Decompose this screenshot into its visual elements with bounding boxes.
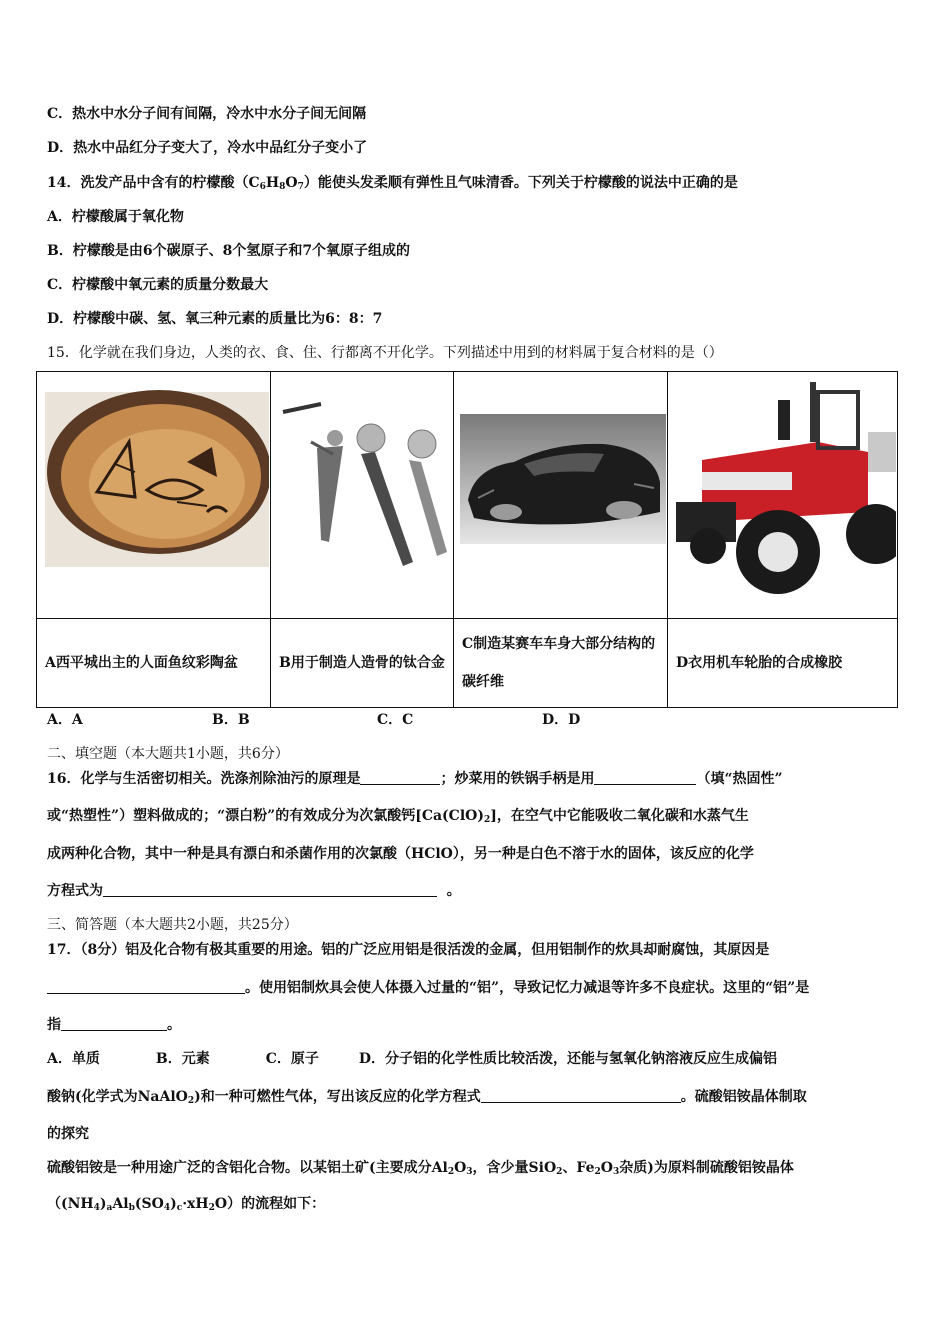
q15-materials-table: [36, 371, 898, 708]
q17-option-b[interactable]: B．元素: [155, 1051, 210, 1067]
q14-option-a: A．柠檬酸属于氧化物: [47, 209, 184, 225]
caption-d: D衣用机车轮胎的合成橡胶: [668, 619, 898, 708]
q15-option-d[interactable]: D．D: [542, 712, 581, 728]
q15-option-a[interactable]: A．A: [47, 712, 83, 728]
q17-line-7: 硫酸铝铵是一种用途广泛的含铝化合物。以某铝土矿(主要成分$Al_2O_3$，含少量SiO$_2$、$Fe_2O_3$杂质)为原料制硫酸铝铵晶体: [47, 1160, 794, 1177]
q17-line-6: 的探究: [47, 1126, 89, 1142]
q17-option-a[interactable]: A．单质: [47, 1051, 100, 1067]
q17-option-c[interactable]: C．原子: [265, 1051, 319, 1067]
q13-option-c: C．热水中水分子间有间隔，冷水中水分子间无间隔: [47, 106, 367, 122]
q15-option-c[interactable]: C．C: [377, 712, 414, 728]
q16-blank-2[interactable]: [594, 770, 696, 785]
image-cell-c: [454, 372, 668, 619]
q17-blank-3[interactable]: [481, 1088, 681, 1103]
q16-line-2: 或“热塑性”）塑料做成的；“漂白粉”的有效成分为次氯酸钙$[Ca(ClO)_2]$，在空气中它能吸收二氧化碳和水蒸气生: [47, 808, 749, 825]
caption-c: C制造某赛车车身大部分结构的碳纤维: [454, 619, 668, 708]
q16-line-3: 成两种化合物，其中一种是具有漂白和杀菌作用的次氯酸（HClO），另一种是白色不溶于水的固体，该反应的化学: [47, 846, 754, 862]
carbon-fiber-car-body-image: [454, 372, 667, 618]
q17-blank-1[interactable]: [47, 979, 245, 994]
q16-blank-3[interactable]: [103, 882, 437, 897]
q16-line-4: 方程式为 。: [47, 883, 461, 899]
q17-line-3: 指 。: [47, 1017, 181, 1033]
q15-stem: 15．化学就在我们身边，人类的衣、食、住、行都离不开化学。下列描述中用到的材料属于复合材料的是（）: [47, 345, 723, 361]
q17-line-5: 酸钠(化学式为NaAlO$_2$)和一种可燃性气体，写出该反应的化学方程式 。硫酸铝铵晶体制取: [47, 1089, 807, 1106]
caption-a: A西平城出主的人面鱼纹彩陶盆: [37, 619, 271, 708]
image-cell-b: [271, 372, 454, 619]
q14-option-d: D．柠檬酸中碳、氢、氧三种元素的质量比为6：8：7: [47, 311, 383, 327]
q17-blank-2[interactable]: [61, 1016, 167, 1031]
q16-blank-1[interactable]: [360, 770, 440, 785]
q13-option-d: D．热水中品红分子变大了，冷水中品红分子变小了: [47, 140, 368, 156]
q15-option-b[interactable]: B．B: [212, 712, 250, 728]
image-cell-a: [37, 372, 271, 619]
q14-stem: 14．洗发产品中含有的柠檬酸$(C_6H_8O_7)$能使头发柔顺有弹性且气味清香。下列关于柠檬酸的说法中正确的是: [47, 175, 738, 192]
section-2-heading: 二、填空题（本大题共1小题，共6分）: [47, 746, 289, 762]
painted-pottery-bowl-image: [37, 372, 270, 618]
q14-option-b: B．柠檬酸是由6个碳原子、8个氢原子和7个氧原子组成的: [47, 243, 411, 259]
q17-line-1: 17．（8分）铝及化合物有极其重要的用途。铝的广泛应用铝是很活泼的金属，但用铝制作的炊具却耐腐蚀，其原因是: [47, 942, 770, 958]
section-3-heading: 三、简答题（本大题共2小题，共25分）: [47, 917, 298, 933]
image-cell-d: [668, 372, 898, 619]
q14-option-c: C．柠檬酸中氧元素的质量分数最大: [47, 277, 269, 293]
q17-line-2: 。使用铝制炊具会使人体摄入过量的“铝”，导致记忆力减退等许多不良症状。这里的“铝”是: [47, 977, 809, 997]
red-tractor-image: [668, 372, 897, 618]
caption-b: B用于制造人造骨的钛合金: [271, 619, 454, 708]
q17-line-8: $((NH_4)_aAl_b(SO_4)_c\cdot xH_2O)$的流程如下：: [47, 1196, 326, 1213]
titanium-artificial-bones-image: [271, 372, 453, 618]
q17-line-4: A．单质 B．元素 C．原子 D．分子铝的化学性质比较活泼，还能与氢氧化钠溶液反应生成偏铝: [47, 1051, 778, 1067]
q16-line-1: 16．化学与生活密切相关。洗涤剂除油污的原理是 ；炒菜用的铁锅手柄是用 （填“热固性”: [47, 771, 783, 787]
